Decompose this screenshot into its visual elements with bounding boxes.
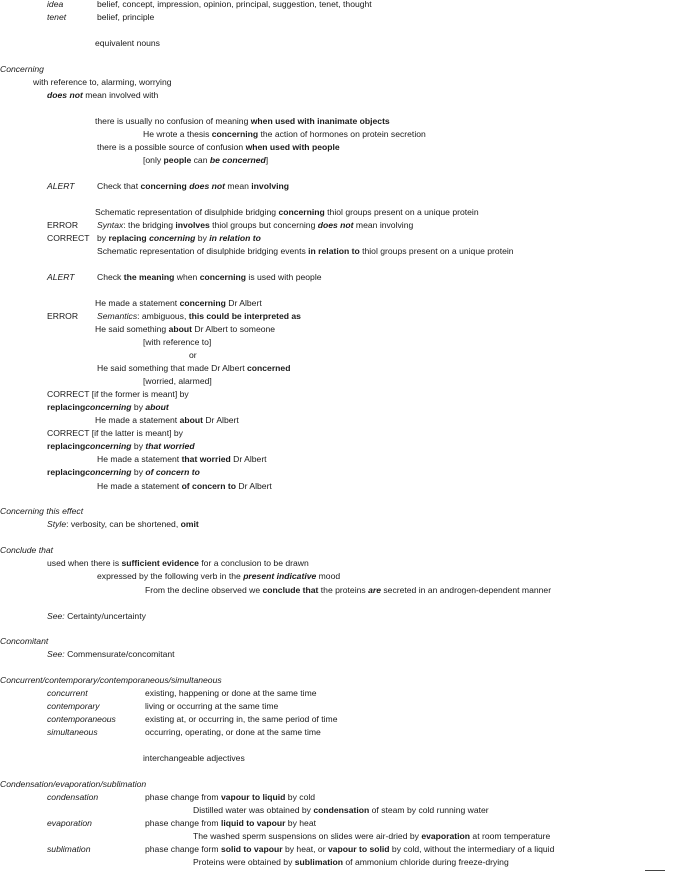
page-corner-mark xyxy=(645,870,665,871)
text-run: mood xyxy=(316,571,341,581)
text-line xyxy=(0,546,53,555)
text-line xyxy=(95,39,160,48)
text-run: Condensation/evaporation/sublimation xyxy=(0,779,147,789)
text-run: concerning xyxy=(140,181,187,191)
text-run: are xyxy=(368,585,381,595)
text-run: concerning xyxy=(149,233,196,243)
text-line xyxy=(189,351,197,360)
text-run: does not xyxy=(47,90,83,100)
text-run: The washed sperm suspensions on slides were air-dried by xyxy=(193,831,422,841)
text-run: when xyxy=(174,272,200,282)
text-run: He made a statement xyxy=(97,481,182,491)
text-line xyxy=(143,338,211,347)
text-run: that worried xyxy=(145,441,195,451)
text-run: ERROR xyxy=(47,220,79,230)
text-line xyxy=(47,91,158,100)
text-run: Commensurate/concomitant xyxy=(64,649,175,659)
text-line xyxy=(145,845,554,854)
text-run: phase change form xyxy=(145,844,221,854)
text-run: by xyxy=(195,233,210,243)
text-line xyxy=(193,832,550,841)
text-run: tenet xyxy=(47,12,67,22)
text-run: by heat, or xyxy=(282,844,328,854)
text-run: concerning xyxy=(85,467,132,477)
text-run: condensation xyxy=(47,792,99,802)
text-line xyxy=(143,754,245,763)
text-run: He wrote a thesis xyxy=(143,129,212,139)
text-line xyxy=(97,364,290,373)
text-run: this could be interpreted as xyxy=(188,311,301,321)
text-line xyxy=(47,221,78,230)
text-line xyxy=(145,586,551,595)
text-line xyxy=(97,572,340,581)
text-run: at room temperature xyxy=(470,831,551,841)
text-run: by xyxy=(131,441,146,451)
text-line xyxy=(47,728,98,737)
text-run: Concurrent/contemporary/contemporaneous/simultaneous xyxy=(0,675,222,685)
text-run: existing, happening or done at the same time xyxy=(145,688,317,698)
text-run: Concerning xyxy=(0,64,44,74)
text-line xyxy=(47,182,75,191)
text-run: belief, principle xyxy=(97,12,155,22)
text-run: about xyxy=(179,415,203,425)
text-run: conclude that xyxy=(262,585,319,595)
text-run: the proteins xyxy=(318,585,369,595)
text-line xyxy=(47,403,169,412)
text-run: idea xyxy=(47,0,64,9)
text-line xyxy=(97,13,154,22)
text-line xyxy=(97,182,289,191)
text-run: phase change from xyxy=(145,818,221,828)
text-run: of steam by cold running water xyxy=(369,805,489,815)
text-run: liquid to vapour xyxy=(220,818,286,828)
text-run: with reference to, alarming, worrying xyxy=(33,77,172,87)
text-run: sufficient evidence xyxy=(121,558,199,568)
text-run: occurring, operating, or done at the same time xyxy=(145,727,321,737)
text-run: sublimation xyxy=(47,844,91,854)
text-line xyxy=(47,390,189,399)
text-run: mean involved with xyxy=(82,90,159,100)
text-run: : the bridging xyxy=(123,220,176,230)
text-run: of concern to xyxy=(145,467,200,477)
text-line xyxy=(145,702,278,711)
text-run: He made a statement xyxy=(95,298,180,308)
text-run: Dr Albert to someone xyxy=(191,324,276,334)
text-line xyxy=(47,234,90,243)
text-line xyxy=(145,728,321,737)
text-run: ERROR xyxy=(47,311,79,321)
text-line xyxy=(47,650,175,659)
text-run: mean involving xyxy=(353,220,414,230)
text-run: is used with people xyxy=(246,272,322,282)
text-line xyxy=(193,858,509,867)
text-run: Concomitant xyxy=(0,636,49,646)
text-run: by heat xyxy=(285,818,316,828)
text-run: can xyxy=(191,155,210,165)
text-run: omit xyxy=(180,519,199,529)
text-line xyxy=(97,221,413,230)
text-run: Check xyxy=(97,272,124,282)
text-line xyxy=(47,845,90,854)
text-run: [only xyxy=(143,155,164,165)
text-run: Check that xyxy=(97,181,141,191)
text-run: Semantics xyxy=(97,311,138,321)
text-run: See: xyxy=(47,649,65,659)
text-run: concerning xyxy=(278,207,325,217)
text-run: He made a statement xyxy=(97,454,182,464)
text-line xyxy=(97,482,272,491)
text-line xyxy=(97,312,301,321)
text-run: contemporary xyxy=(47,701,100,711)
text-run: there is a possible source of confusion xyxy=(97,142,246,152)
text-run: people xyxy=(163,155,192,165)
text-line xyxy=(47,429,183,438)
text-line xyxy=(145,819,316,828)
text-line xyxy=(47,520,199,529)
text-line xyxy=(47,793,98,802)
text-line xyxy=(97,247,514,256)
text-run: there is usually no confusion of meaning xyxy=(95,116,251,126)
text-run: for a conclusion to be drawn xyxy=(198,558,309,568)
text-run: condensation xyxy=(313,805,370,815)
text-run: Schematic representation of disulphide bridging xyxy=(95,207,279,217)
text-run: secreted in an androgen-dependent manner xyxy=(380,585,552,595)
text-run: evaporation xyxy=(47,818,92,828)
text-run: [worried, alarmed] xyxy=(143,376,212,386)
text-run: Dr Albert xyxy=(202,415,239,425)
text-run: CORRECT xyxy=(47,233,90,243)
text-run: by xyxy=(131,467,146,477)
text-run: that worried xyxy=(181,454,231,464)
text-line xyxy=(97,455,267,464)
text-run: about xyxy=(168,324,192,334)
text-run: involves xyxy=(175,220,210,230)
text-line xyxy=(97,234,261,243)
text-line xyxy=(47,273,75,282)
text-line xyxy=(143,156,268,165)
text-run: thiol groups but concerning xyxy=(209,220,318,230)
text-line xyxy=(47,13,66,22)
text-line xyxy=(97,0,372,9)
text-run: or xyxy=(189,350,197,360)
text-run: From the decline observed we xyxy=(145,585,263,595)
text-run: interchangeable adjectives xyxy=(143,753,245,763)
text-line xyxy=(145,793,315,802)
text-run: the meaning xyxy=(123,272,175,282)
text-run: involving xyxy=(251,181,290,191)
text-line xyxy=(95,117,390,126)
text-line xyxy=(193,806,489,815)
text-run: Proteins were obtained by xyxy=(193,857,295,867)
text-line xyxy=(47,0,63,9)
text-run: vapour to liquid xyxy=(220,792,286,802)
text-line xyxy=(47,819,92,828)
text-run: ALERT xyxy=(47,272,75,282)
text-run: Conclude that xyxy=(0,545,54,555)
text-run: concerning xyxy=(85,402,132,412)
text-line xyxy=(47,468,200,477)
text-line xyxy=(95,416,239,425)
text-line xyxy=(145,689,317,698)
text-run: Dr Albert xyxy=(236,481,272,491)
text-line xyxy=(0,780,146,789)
text-run: by cold, without the intermediary of a liquid xyxy=(389,844,555,854)
text-run: Distilled water was obtained by xyxy=(193,805,314,815)
text-run: vapour to solid xyxy=(327,844,390,854)
text-line xyxy=(97,273,322,282)
text-run: Schematic representation of disulphide bridging events xyxy=(97,246,309,256)
text-run: He said something that made Dr Albert xyxy=(97,363,247,373)
text-run: thiol groups present on a unique protein xyxy=(359,246,514,256)
text-run: concurrent xyxy=(47,688,88,698)
text-run: concerning xyxy=(211,129,259,139)
text-run: contemporaneous xyxy=(47,714,116,724)
text-run: ] xyxy=(265,155,269,165)
text-line xyxy=(95,299,262,308)
text-run: equivalent nouns xyxy=(95,38,160,48)
text-run: He said something xyxy=(95,324,169,334)
text-run: concerning xyxy=(199,272,247,282)
text-run: concerned xyxy=(247,363,291,373)
text-run: in relation to xyxy=(308,246,360,256)
text-run: mean xyxy=(225,181,252,191)
text-run: CORRECT [if the former is meant] by xyxy=(47,389,189,399)
text-run: replacing xyxy=(108,233,147,243)
text-run: concerning xyxy=(85,441,132,451)
text-run: simultaneous xyxy=(47,727,98,737)
text-run: belief, concept, impression, opinion, principal, suggestion, tenet, thought xyxy=(97,0,372,9)
text-run: : ambiguous, xyxy=(137,311,189,321)
text-line xyxy=(97,143,340,152)
text-line xyxy=(95,325,275,334)
text-run: replacing xyxy=(47,467,86,477)
text-run: expressed by the following verb in the xyxy=(97,571,244,581)
text-line xyxy=(0,676,222,685)
text-run: of concern to xyxy=(181,481,236,491)
text-line xyxy=(0,65,44,74)
text-run: Dr Albert xyxy=(230,454,267,464)
text-run: by xyxy=(131,402,146,412)
text-run: See: xyxy=(47,611,65,621)
text-run: does not xyxy=(189,181,225,191)
text-run: He made a statement xyxy=(95,415,180,425)
text-run: replacing xyxy=(47,441,86,451)
text-run: evaporation xyxy=(421,831,471,841)
text-run: living or occurring at the same time xyxy=(145,701,279,711)
text-line xyxy=(47,442,195,451)
text-line xyxy=(47,715,116,724)
text-run: does not xyxy=(317,220,354,230)
text-run: by cold xyxy=(285,792,316,802)
text-line xyxy=(0,637,48,646)
text-line xyxy=(0,507,83,516)
text-line xyxy=(143,130,426,139)
text-run: Dr Albert xyxy=(225,298,262,308)
text-run: thiol groups present on a unique protein xyxy=(324,207,479,217)
text-run: the action of hormones on protein secretion xyxy=(258,129,426,139)
text-run: about xyxy=(145,402,169,412)
text-run: Syntax xyxy=(97,220,124,230)
text-run: in relation to xyxy=(209,233,261,243)
text-line xyxy=(33,78,172,87)
text-run: concerning xyxy=(179,298,226,308)
text-run: when used with people xyxy=(245,142,340,152)
text-run: ALERT xyxy=(47,181,75,191)
text-run: phase change from xyxy=(145,792,221,802)
text-line xyxy=(143,377,212,386)
text-run: of ammonium chloride during freeze-drying xyxy=(343,857,509,867)
text-line xyxy=(47,612,146,621)
text-run: : verbosity, can be shortened, xyxy=(66,519,181,529)
text-run: present indicative xyxy=(243,571,317,581)
text-run: used when there is xyxy=(47,558,122,568)
text-run: Certainty/uncertainty xyxy=(64,611,146,621)
text-run: Concerning this effect xyxy=(0,506,84,516)
text-line xyxy=(47,312,78,321)
text-line xyxy=(95,208,479,217)
text-run: solid to vapour xyxy=(220,844,283,854)
text-line xyxy=(47,689,88,698)
text-run: be concerned xyxy=(209,155,266,165)
text-run: existing at, or occurring in, the same period of time xyxy=(145,714,338,724)
text-line xyxy=(47,559,309,568)
text-run: by xyxy=(97,233,109,243)
text-line xyxy=(47,702,100,711)
text-run: Style xyxy=(47,519,67,529)
text-line xyxy=(145,715,338,724)
text-run: sublimation xyxy=(294,857,343,867)
text-run: replacing xyxy=(47,402,86,412)
text-run: CORRECT [if the latter is meant] by xyxy=(47,428,183,438)
text-run: when used with inanimate objects xyxy=(250,116,390,126)
text-run: [with reference to] xyxy=(143,337,212,347)
